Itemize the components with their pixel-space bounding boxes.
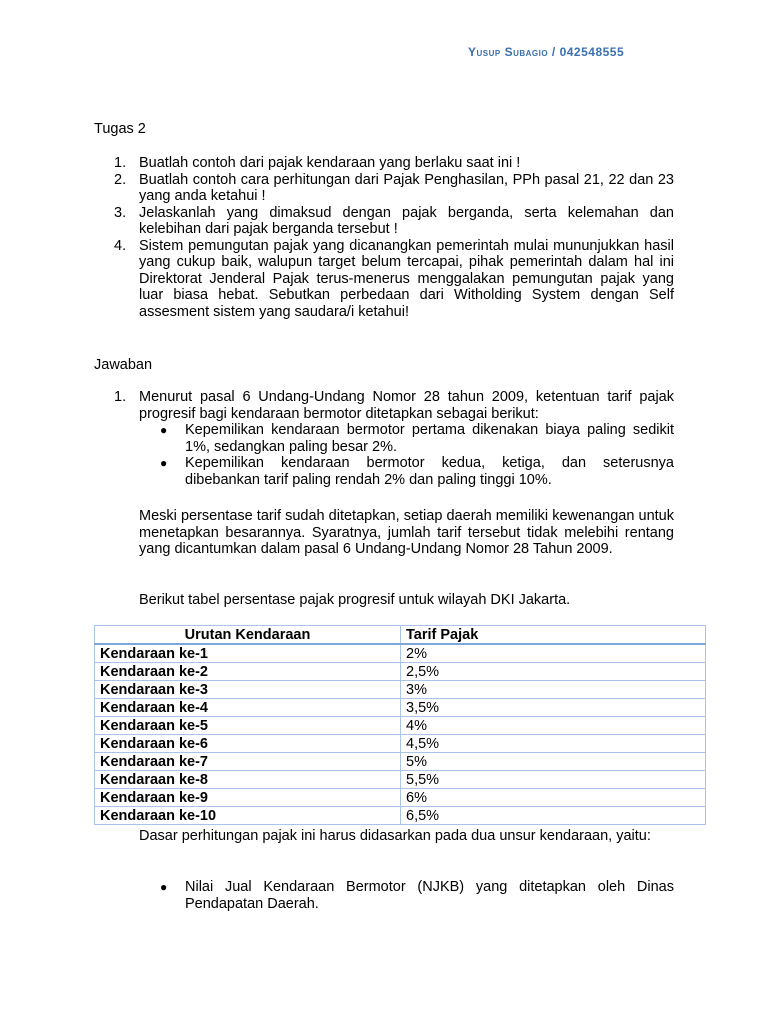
dasar-bullet-list [139, 879, 674, 912]
table-cell: 5,5% [401, 771, 706, 789]
table-cell: 5% [401, 753, 706, 771]
bullet-text: Kepemilikan kendaraan bermotor pertama dikenakan biaya paling sedikit 1%, sedangkan paling besar 2%. [185, 422, 674, 455]
table-cell: Kendaraan ke-10 [95, 807, 401, 825]
paragraph-table-intro: Berikut tabel persentase pajak progresif untuk wilayah DKI Jakarta. [139, 592, 571, 608]
question-text: Buatlah contoh cara perhitungan dari Pajak Penghasilan, PPh pasal 21, 22 dan 23 yang anda ketahui ! [139, 171, 674, 204]
table-cell: Kendaraan ke-2 [95, 663, 401, 681]
table-cell: 2,5% [401, 663, 706, 681]
paragraph-kewenangan: Meski persentase tarif sudah ditetapkan, setiap daerah memiliki kewenangan untuk menetapkan besarannya. Syaratnya, jumlah tarif tersebut tidak melebihi rentang yang dicantumkan dalam pasal 6 Undang-Undang Nomor 28 Tahun 2009. [139, 508, 674, 557]
question-number: 1. [114, 155, 127, 171]
answer-bullet [139, 422, 674, 455]
table-cell: Kendaraan ke-7 [95, 753, 401, 771]
bullet-dot-icon: ● [160, 456, 168, 470]
table-cell: 3,5% [401, 699, 706, 717]
table-row [95, 717, 706, 735]
table-cell: 4,5% [401, 735, 706, 753]
table-cell: 2% [401, 644, 706, 663]
question-number: 3. [114, 204, 127, 221]
column-header: Urutan Kendaraan [95, 626, 401, 645]
table-row [95, 699, 706, 717]
bullet-dot-icon: ● [160, 423, 168, 437]
tugas-title: Tugas 2 [94, 121, 146, 137]
table-row [95, 663, 706, 681]
table-cell: 6,5% [401, 807, 706, 825]
table-cell: Kendaraan ke-3 [95, 681, 401, 699]
bullet-text: Nilai Jual Kendaraan Bermotor (NJKB) yang ditetapkan oleh Dinas Pendapatan Daerah. [185, 879, 674, 912]
answer-number: 1. [114, 389, 127, 405]
table-cell: 6% [401, 789, 706, 807]
table-row [95, 735, 706, 753]
table-cell: Kendaraan ke-5 [95, 717, 401, 735]
answer-bullet [139, 455, 674, 488]
question-item [94, 205, 674, 238]
question-text: Jelaskanlah yang dimaksud dengan pajak berganda, serta kelemahan dan kelebihan dari pajak berganda tersebut ! [139, 204, 674, 237]
question-item [94, 172, 674, 205]
column-header: Tarif Pajak [401, 626, 706, 645]
bullet-dot-icon: ● [160, 880, 168, 894]
table-row [95, 644, 706, 663]
table-cell: Kendaraan ke-6 [95, 735, 401, 753]
answer-bullet-list [139, 422, 674, 488]
question-list [94, 155, 674, 320]
question-item [94, 238, 674, 321]
question-text: Buatlah contoh dari pajak kendaraan yang berlaku saat ini ! [139, 155, 521, 171]
question-text: Sistem pemungutan pajak yang dicanangkan pemerintah mulai mununjukkan hasil yang cukup baik, walupun target belum tercapai, pihak pemerintah dalam hal ini Direktorat Jenderal Pajak terus-menerus menggalakan pemungutan pajak yang luar biasa hebat. Sebutkan perbedaan dari Witholding System dengan Self assesment sistem yang saudara/i ketahui! [139, 237, 674, 320]
table-row [95, 789, 706, 807]
bullet-text: Kepemilikan kendaraan bermotor kedua, ketiga, dan seterusnya dibebankan tarif paling rendah 2% dan paling tinggi 10%. [185, 455, 674, 488]
question-item [94, 155, 674, 172]
answer-intro: Menurut pasal 6 Undang-Undang Nomor 28 tahun 2009, ketentuan tarif pajak progresif bagi kendaraan bermotor ditetapkan sebagai berikut: [139, 389, 674, 422]
answer-item [94, 389, 674, 488]
tarif-table [94, 625, 706, 825]
question-number: 4. [114, 237, 127, 254]
answer-list [94, 389, 674, 488]
table-cell: Kendaraan ke-9 [95, 789, 401, 807]
table-header-row [95, 626, 706, 645]
table-cell: 3% [401, 681, 706, 699]
table-cell: Kendaraan ke-1 [95, 644, 401, 663]
table-cell: Kendaraan ke-8 [95, 771, 401, 789]
jawaban-title: Jawaban [94, 357, 153, 373]
table-row [95, 771, 706, 789]
table-cell: 4% [401, 717, 706, 735]
table-cell: Kendaraan ke-4 [95, 699, 401, 717]
dasar-bullet [139, 879, 674, 912]
question-number: 2. [114, 171, 127, 188]
paragraph-dasar-perhitungan: Dasar perhitungan pajak ini harus didasarkan pada dua unsur kendaraan, yaitu: [139, 828, 651, 844]
table-row [95, 681, 706, 699]
author-header: Yusup Subagio / 042548555 [468, 45, 625, 59]
table-row [95, 753, 706, 771]
table-row [95, 807, 706, 825]
